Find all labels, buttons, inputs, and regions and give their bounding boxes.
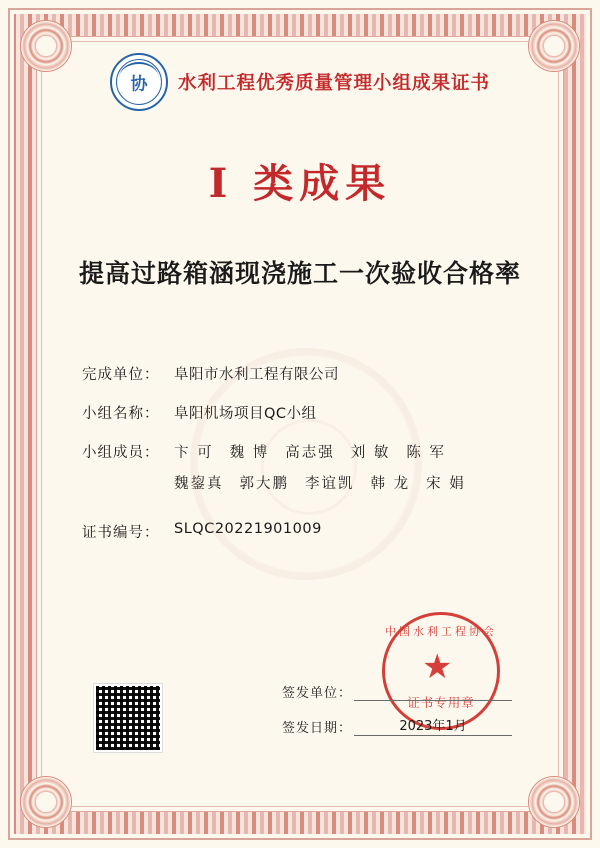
logo-glyph: 协 bbox=[130, 74, 148, 94]
field-label-serial: 证书编号： bbox=[82, 525, 160, 542]
member-name: 宋 娟 bbox=[426, 476, 466, 493]
issuer-value bbox=[354, 683, 512, 701]
member-name: 高志强 bbox=[285, 445, 335, 462]
issuer-row bbox=[282, 682, 512, 701]
certificate-footer bbox=[48, 625, 552, 790]
signature-block bbox=[282, 682, 512, 752]
association-logo-icon bbox=[110, 53, 168, 111]
field-value-serial: SLQC20221901009 bbox=[174, 521, 322, 538]
field-row-members bbox=[82, 441, 552, 503]
field-label-unit: 完成单位： bbox=[82, 367, 160, 384]
members-line-1 bbox=[174, 441, 552, 462]
member-name: 郭大鹏 bbox=[239, 476, 289, 493]
project-title: 提高过路箱涵现浇施工一次验收合格率 bbox=[78, 259, 521, 288]
field-row-unit bbox=[82, 363, 552, 384]
member-name: 陈 军 bbox=[406, 445, 446, 462]
issue-date-value: 2023年1月 bbox=[354, 718, 512, 736]
field-row-group bbox=[82, 402, 552, 423]
issue-date-row bbox=[282, 717, 512, 736]
field-value-unit: 阜阳市水利工程有限公司 bbox=[174, 367, 339, 384]
seal-arc-text: 中国水利工程协会 bbox=[385, 625, 497, 638]
field-value-members bbox=[174, 441, 552, 503]
qr-code-icon[interactable] bbox=[94, 684, 162, 752]
issuer-label: 签发单位： bbox=[282, 686, 353, 701]
certificate-header bbox=[48, 54, 552, 110]
field-label-group: 小组名称： bbox=[82, 406, 160, 423]
member-name: 魏 博 bbox=[229, 445, 270, 462]
seal-sub-text: 证书专用章 bbox=[407, 695, 475, 710]
member-name: 李谊凯 bbox=[305, 476, 355, 493]
member-name: 韩 龙 bbox=[370, 476, 411, 493]
field-label-members: 小组成员： bbox=[82, 445, 160, 462]
certificate-title: 水利工程优秀质量管理小组成果证书 bbox=[177, 73, 490, 94]
member-name: 魏鋆真 bbox=[174, 476, 224, 493]
grade-label: I 类成果 bbox=[208, 160, 392, 207]
certificate-fields bbox=[48, 363, 552, 542]
member-name: 刘 敏 bbox=[350, 445, 391, 462]
issue-date-label: 签发日期： bbox=[282, 721, 353, 736]
certificate-content bbox=[48, 48, 552, 800]
field-row-serial bbox=[82, 521, 552, 542]
members-line-2 bbox=[174, 472, 552, 493]
field-value-group: 阜阳机场项目QC小组 bbox=[174, 406, 317, 423]
member-name: 卞 可 bbox=[174, 445, 214, 462]
